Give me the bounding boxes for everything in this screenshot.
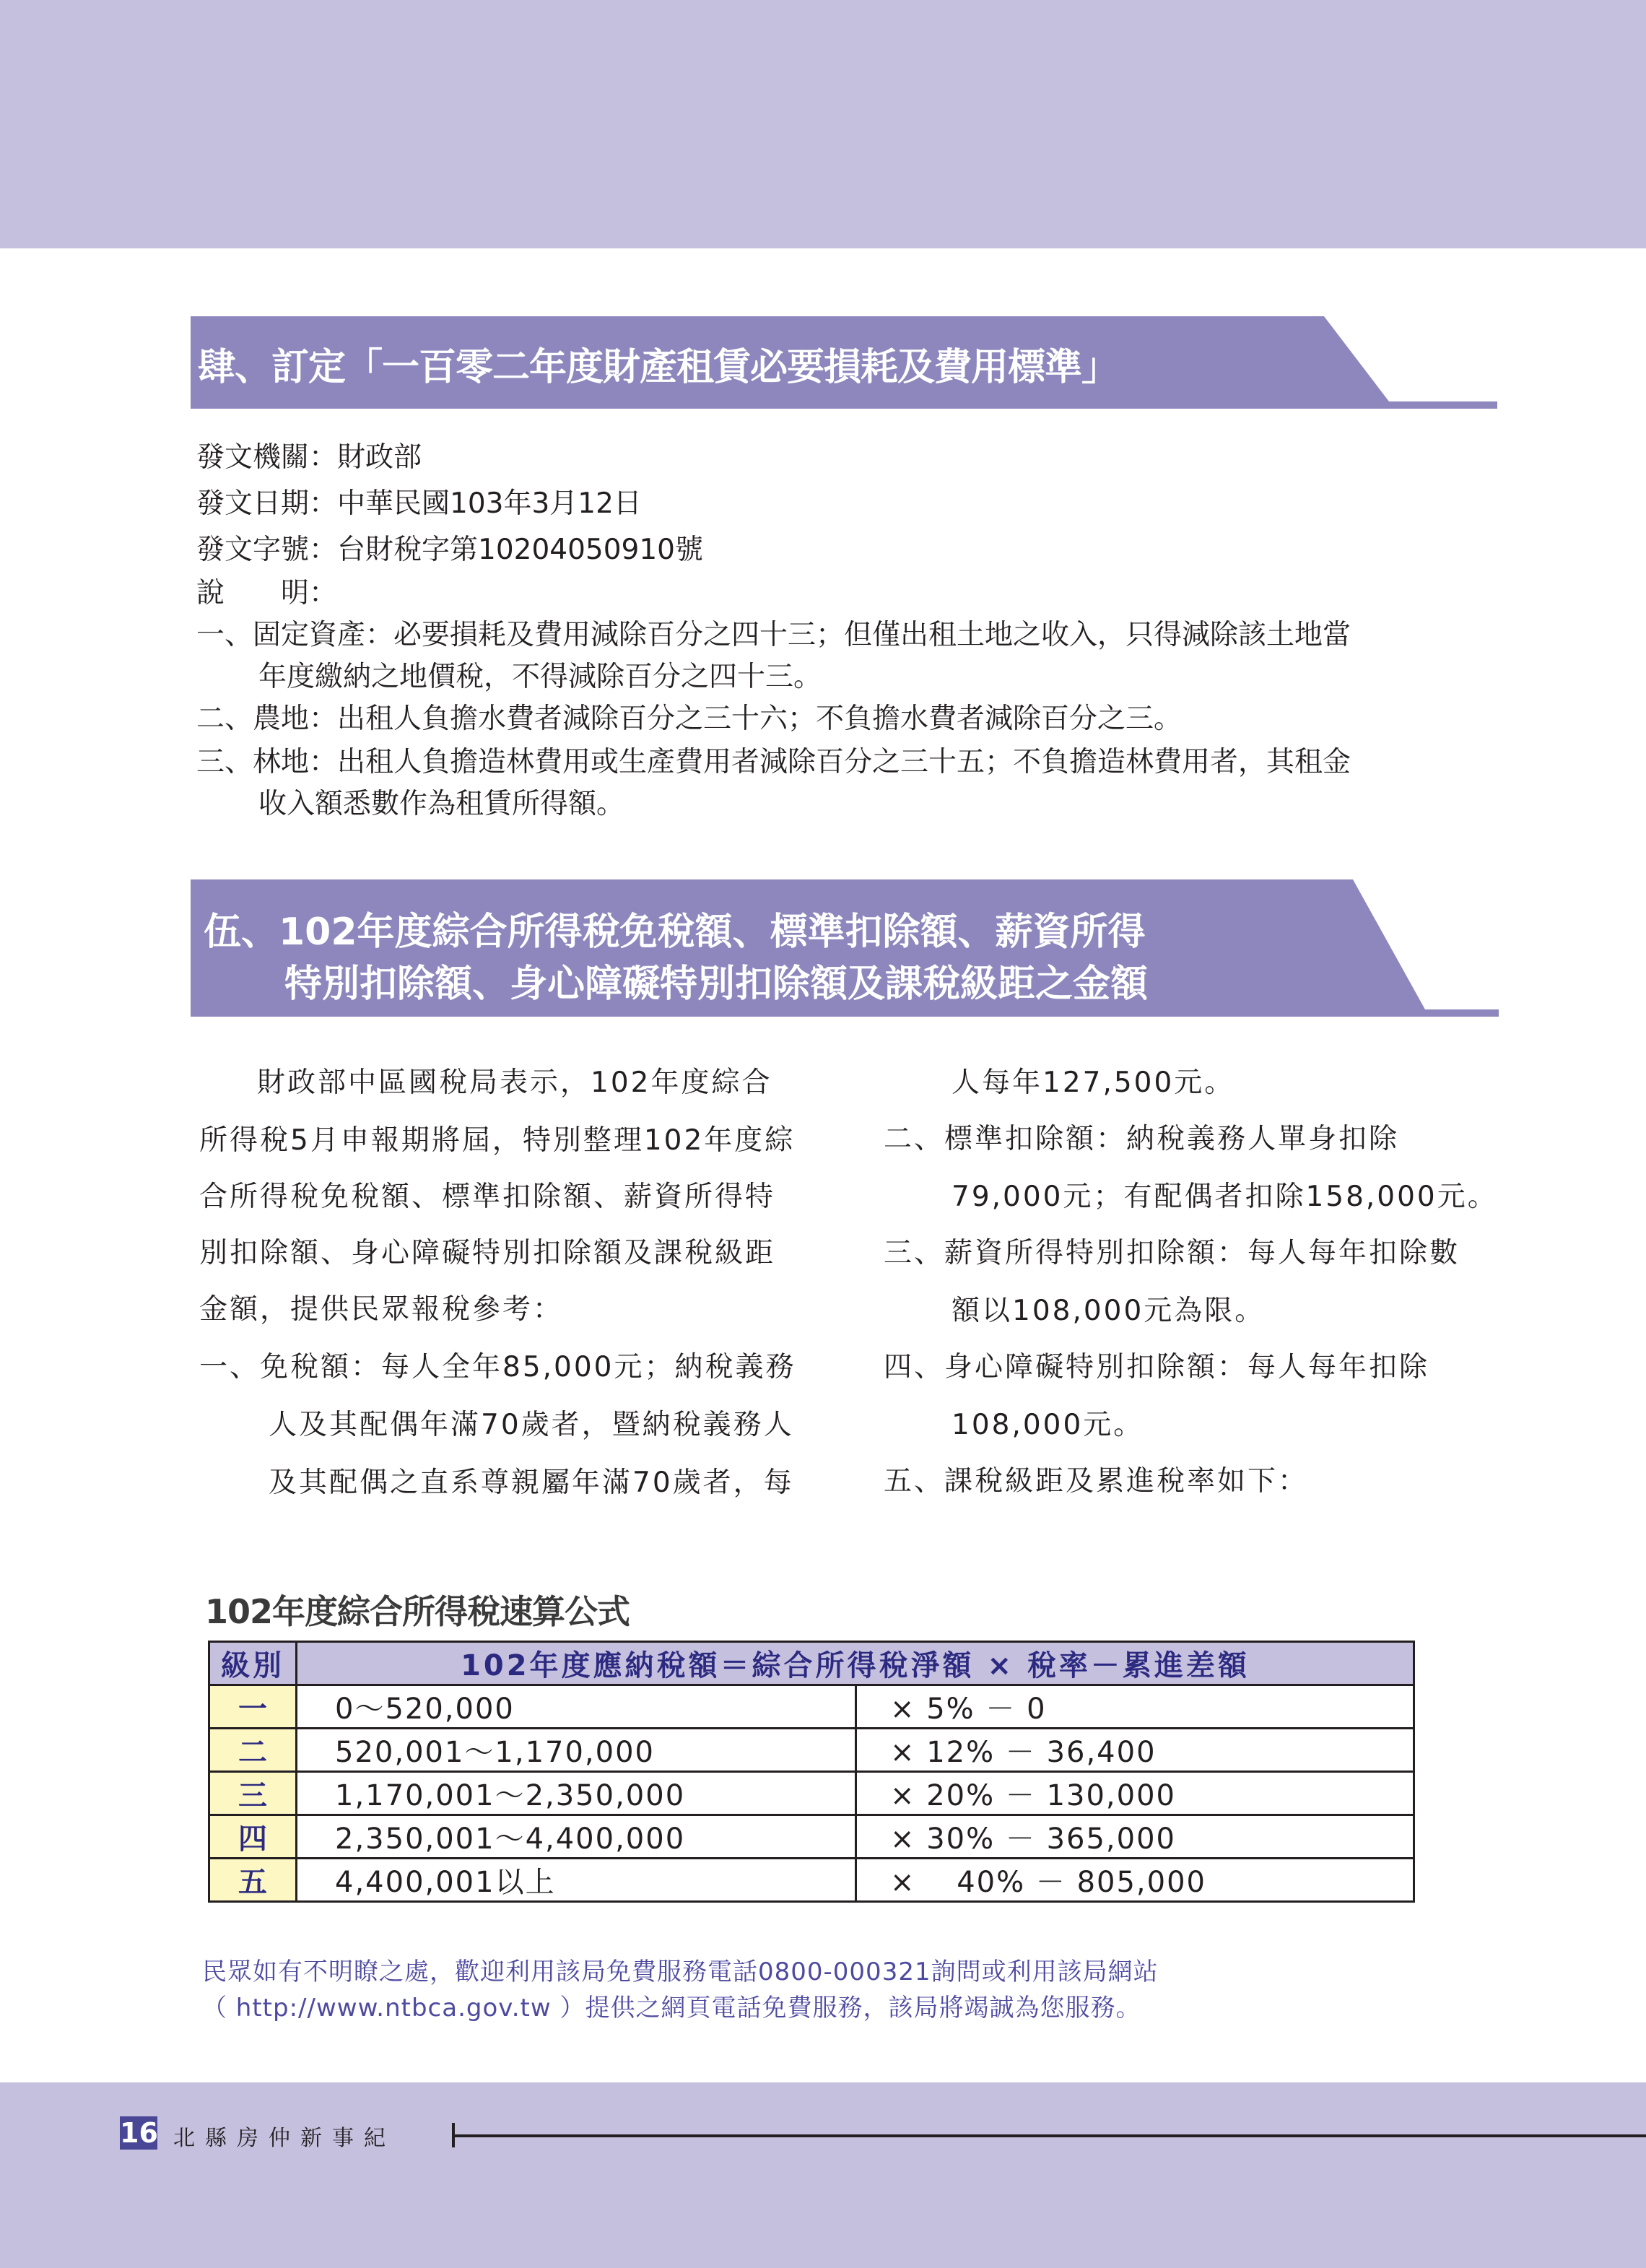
left-col-line-4: 別扣除額、身心障礙特別扣除額及課稅級距 (199, 1237, 776, 1269)
left-col-line-5: 金額，提供民眾報稅參考： (199, 1293, 564, 1326)
right-col-line-4: 三、薪資所得特別扣除額：每人每年扣除數 (884, 1237, 1460, 1269)
table-row (209, 1772, 1414, 1815)
level-cell: 四 (209, 1815, 297, 1859)
tax-table-title: 102年度綜合所得稅速算公式 (205, 1592, 630, 1631)
right-col-line-3: 79,000元；有配偶者扣除158,000元。 (952, 1181, 1498, 1213)
left-col-line-7: 人及其配偶年滿70歲者，暨納稅義務人 (269, 1409, 794, 1441)
table-row (209, 1859, 1414, 1902)
formula-cell: × 12% － 36,400 (856, 1729, 1414, 1772)
range-cell: 1,170,001～2,350,000 (297, 1772, 856, 1815)
formula-cell: × 30% － 365,000 (856, 1815, 1414, 1859)
right-col-line-1: 人每年127,500元。 (952, 1066, 1235, 1099)
item-3-line-2: 收入額悉數作為租賃所得額。 (258, 788, 625, 820)
doc-number-line: 發文字號：台財稅字第10204050910號 (196, 534, 703, 566)
level-cell: 三 (209, 1772, 297, 1815)
item-3-line-1: 三、林地：出租人負擔造林費用或生產費用者減除百分之三十五；不負擔造林費用者，其租金 (196, 746, 1351, 778)
left-col-line-1: 財政部中區國稅局表示，102年度綜合 (257, 1066, 772, 1099)
table-row (209, 1685, 1414, 1729)
formula-cell: × 20% － 130,000 (856, 1772, 1414, 1815)
issuer-line: 發文機關：財政部 (196, 441, 422, 474)
right-col-line-5: 額以108,000元為限。 (952, 1295, 1266, 1327)
range-cell: 2,350,001～4,400,000 (297, 1815, 856, 1859)
formula-cell: × 40% － 805,000 (856, 1859, 1414, 1902)
right-col-line-8: 五、課稅級距及累進稅率如下： (884, 1465, 1309, 1498)
table-row (209, 1815, 1414, 1859)
item-1-line-1: 一、固定資產：必要損耗及費用減除百分之四十三；但僅出租土地之收入，只得減除該土地當 (196, 619, 1351, 651)
formula-cell: × 5% － 0 (856, 1685, 1414, 1729)
publication-name: 北縣房仲新事紀 (173, 2126, 396, 2151)
section-5-title-line-2: 特別扣除額、身心障礙特別扣除額及課稅級距之金額 (284, 963, 1149, 1006)
bottom-color-band (0, 2082, 1646, 2268)
section-5-banner (191, 879, 1499, 1018)
top-color-band (0, 0, 1646, 248)
left-col-line-6: 一、免稅額：每人全年85,000元；納稅義務 (199, 1351, 796, 1383)
range-cell: 0～520,000 (297, 1685, 856, 1729)
table-row (209, 1729, 1414, 1772)
footer-rule (452, 2134, 1646, 2137)
page-number: 16 (120, 2117, 158, 2149)
section-4-title: 肆、訂定「一百零二年度財產租賃必要損耗及費用標準」 (198, 346, 1119, 389)
date-line: 發文日期：中華民國103年3月12日 (196, 487, 642, 520)
left-col-line-2: 所得稅5月申報期將屆，特別整理102年度綜 (199, 1124, 796, 1157)
service-note-line-2: （ http://www.ntbca.gov.tw ）提供之網頁電話免費服務，該局將竭誠為您服務。 (202, 1994, 1141, 2022)
item-2-line: 二、農地：出租人負擔水費者減除百分之三十六；不負擔水費者減除百分之三。 (196, 703, 1183, 735)
explanation-heading: 說 明： (196, 577, 338, 609)
right-col-line-7: 108,000元。 (952, 1409, 1144, 1441)
item-1-line-2: 年度繳納之地價稅，不得減除百分之四十三。 (258, 661, 822, 693)
left-col-line-8: 及其配偶之直系尊親屬年滿70歲者，每 (269, 1467, 794, 1499)
range-cell: 4,400,001以上 (297, 1859, 856, 1902)
level-cell: 五 (209, 1859, 297, 1902)
service-note-line-1: 民眾如有不明瞭之處，歡迎利用該局免費服務電話0800-000321詢問或利用該局網站 (202, 1958, 1159, 1986)
tax-rate-table (208, 1641, 1415, 1903)
table-header-row (209, 1642, 1414, 1685)
left-col-line-3: 合所得稅免稅額、標準扣除額、薪資所得特 (199, 1181, 776, 1213)
level-cell: 二 (209, 1729, 297, 1772)
section-5-title-line-1: 伍、102年度綜合所得稅免稅額、標準扣除額、薪資所得 (204, 911, 1146, 954)
range-cell: 520,001～1,170,000 (297, 1729, 856, 1772)
section-4-banner (191, 316, 1497, 410)
right-col-line-2: 二、標準扣除額：納稅義務人單身扣除 (884, 1123, 1400, 1155)
level-cell: 一 (209, 1685, 297, 1729)
header-formula: 102年度應納稅額＝綜合所得稅淨額 × 稅率－累進差額 (297, 1642, 1414, 1685)
right-col-line-6: 四、身心障礙特別扣除額：每人每年扣除 (884, 1351, 1430, 1383)
header-level: 級別 (209, 1642, 297, 1685)
